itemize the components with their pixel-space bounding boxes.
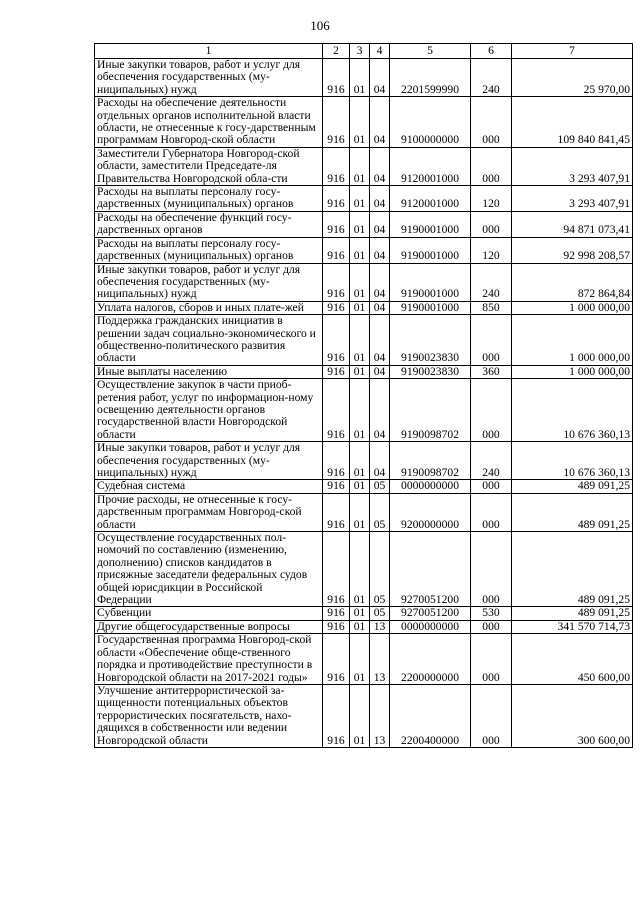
row-expense-type-cell: 000 <box>471 493 512 531</box>
row-target-article-cell: 0000000000 <box>390 620 471 633</box>
header-col-6: 6 <box>471 44 512 59</box>
row-grbs-cell: 916 <box>323 607 350 620</box>
row-amount-cell: 489 091,25 <box>512 493 633 531</box>
row-subsection-cell: 04 <box>370 263 390 301</box>
row-subsection-cell: 05 <box>370 532 390 607</box>
row-section-cell: 01 <box>350 442 370 480</box>
row-section-cell: 01 <box>350 97 370 148</box>
header-row <box>95 44 633 59</box>
row-section-cell: 01 <box>350 147 370 185</box>
row-name-cell: Государственная программа Новгород-ской области «Обеспечение обще-ственного порядка и противодействие преступности в Новгородской области на 2017-2021 годы» <box>95 634 323 685</box>
row-target-article-cell: 9120001000 <box>390 147 471 185</box>
row-amount-cell: 3 293 407,91 <box>512 186 633 212</box>
row-target-article-cell: 2200400000 <box>390 684 471 747</box>
row-amount-cell: 25 970,00 <box>512 59 633 97</box>
table-row <box>95 263 633 301</box>
table-row <box>95 59 633 97</box>
row-expense-type-cell: 120 <box>471 237 512 263</box>
table-row <box>95 480 633 493</box>
row-section-cell: 01 <box>350 379 370 442</box>
row-name-cell: Расходы на обеспечение деятельности отдельных органов исполнительной власти области, не отнесенные к госу-дарственным программам Новгород-ской области <box>95 97 323 148</box>
table-row <box>95 379 633 442</box>
row-expense-type-cell: 000 <box>471 147 512 185</box>
row-grbs-cell: 916 <box>323 532 350 607</box>
row-subsection-cell: 04 <box>370 315 390 366</box>
row-target-article-cell: 9190098702 <box>390 442 471 480</box>
row-section-cell: 01 <box>350 186 370 212</box>
row-section-cell: 01 <box>350 480 370 493</box>
row-grbs-cell: 916 <box>323 97 350 148</box>
row-target-article-cell: 2201599990 <box>390 59 471 97</box>
row-subsection-cell: 13 <box>370 620 390 633</box>
row-subsection-cell: 04 <box>370 442 390 480</box>
row-grbs-cell: 916 <box>323 315 350 366</box>
header-col-5: 5 <box>390 44 471 59</box>
row-subsection-cell: 04 <box>370 301 390 314</box>
row-expense-type-cell: 000 <box>471 315 512 366</box>
row-amount-cell: 94 871 073,41 <box>512 211 633 237</box>
table-row <box>95 532 633 607</box>
row-name-cell: Заместители Губернатора Новгород-ской области, заместители Председате-ля Правительства Новгородской обла-сти <box>95 147 323 185</box>
row-amount-cell: 450 600,00 <box>512 634 633 685</box>
row-name-cell: Улучшение антитеррористической за-щищенности потенциальных объектов террористических посягательств, нахо-дящихся в собственности или ведении Новгородской области <box>95 684 323 747</box>
row-expense-type-cell: 240 <box>471 442 512 480</box>
row-section-cell: 01 <box>350 59 370 97</box>
table-row <box>95 147 633 185</box>
row-grbs-cell: 916 <box>323 301 350 314</box>
row-grbs-cell: 916 <box>323 684 350 747</box>
row-subsection-cell: 04 <box>370 211 390 237</box>
header-col-7: 7 <box>512 44 633 59</box>
row-grbs-cell: 916 <box>323 480 350 493</box>
row-target-article-cell: 9190001000 <box>390 263 471 301</box>
page-number: 106 <box>310 18 330 33</box>
row-target-article-cell: 9270051200 <box>390 607 471 620</box>
row-subsection-cell: 05 <box>370 493 390 531</box>
row-section-cell: 01 <box>350 532 370 607</box>
row-subsection-cell: 04 <box>370 365 390 378</box>
table-row <box>95 301 633 314</box>
table-row <box>95 493 633 531</box>
row-section-cell: 01 <box>350 493 370 531</box>
row-section-cell: 01 <box>350 263 370 301</box>
row-name-cell: Субвенции <box>95 607 323 620</box>
row-section-cell: 01 <box>350 301 370 314</box>
row-name-cell: Иные закупки товаров, работ и услуг для обеспечения государственных (му-ниципальных) нужд <box>95 442 323 480</box>
row-subsection-cell: 13 <box>370 684 390 747</box>
row-target-article-cell: 9100000000 <box>390 97 471 148</box>
row-section-cell: 01 <box>350 211 370 237</box>
row-grbs-cell: 916 <box>323 211 350 237</box>
row-amount-cell: 489 091,25 <box>512 607 633 620</box>
row-amount-cell: 3 293 407,91 <box>512 147 633 185</box>
row-name-cell: Расходы на обеспечение функций госу-дарственных органов <box>95 211 323 237</box>
row-target-article-cell: 9190001000 <box>390 211 471 237</box>
row-name-cell: Судебная система <box>95 480 323 493</box>
row-amount-cell: 92 998 208,57 <box>512 237 633 263</box>
row-name-cell: Уплата налогов, сборов и иных плате-жей <box>95 301 323 314</box>
row-target-article-cell: 2200000000 <box>390 634 471 685</box>
row-target-article-cell: 0000000000 <box>390 480 471 493</box>
row-expense-type-cell: 000 <box>471 480 512 493</box>
row-amount-cell: 300 600,00 <box>512 684 633 747</box>
row-expense-type-cell: 000 <box>471 620 512 633</box>
row-amount-cell: 489 091,25 <box>512 532 633 607</box>
row-subsection-cell: 04 <box>370 97 390 148</box>
table-row <box>95 97 633 148</box>
table-row <box>95 186 633 212</box>
table-row <box>95 442 633 480</box>
row-amount-cell: 109 840 841,45 <box>512 97 633 148</box>
row-target-article-cell: 9190023830 <box>390 315 471 366</box>
row-target-article-cell: 9120001000 <box>390 186 471 212</box>
row-name-cell: Иные закупки товаров, работ и услуг для обеспечения государственных (му-ниципальных) нужд <box>95 59 323 97</box>
row-grbs-cell: 916 <box>323 365 350 378</box>
row-expense-type-cell: 240 <box>471 263 512 301</box>
row-target-article-cell: 9270051200 <box>390 532 471 607</box>
row-section-cell: 01 <box>350 607 370 620</box>
row-section-cell: 01 <box>350 620 370 633</box>
row-name-cell: Поддержка гражданских инициатив в решении задач социально-экономического и общественно-политического развития области <box>95 315 323 366</box>
row-amount-cell: 341 570 714,73 <box>512 620 633 633</box>
row-amount-cell: 872 864,84 <box>512 263 633 301</box>
row-expense-type-cell: 530 <box>471 607 512 620</box>
row-expense-type-cell: 000 <box>471 379 512 442</box>
row-name-cell: Иные закупки товаров, работ и услуг для обеспечения государственных (му-ниципальных) нужд <box>95 263 323 301</box>
row-target-article-cell: 9190098702 <box>390 379 471 442</box>
row-expense-type-cell: 000 <box>471 532 512 607</box>
row-section-cell: 01 <box>350 634 370 685</box>
row-amount-cell: 489 091,25 <box>512 480 633 493</box>
row-subsection-cell: 04 <box>370 379 390 442</box>
table-row <box>95 237 633 263</box>
row-grbs-cell: 916 <box>323 634 350 685</box>
row-subsection-cell: 04 <box>370 59 390 97</box>
table-row <box>95 315 633 366</box>
row-grbs-cell: 916 <box>323 186 350 212</box>
row-grbs-cell: 916 <box>323 59 350 97</box>
table-row <box>95 634 633 685</box>
row-expense-type-cell: 000 <box>471 97 512 148</box>
row-subsection-cell: 05 <box>370 480 390 493</box>
table-body <box>95 59 633 748</box>
row-grbs-cell: 916 <box>323 263 350 301</box>
row-name-cell: Прочие расходы, не отнесенные к госу-дарственным программам Новгород-ской области <box>95 493 323 531</box>
row-subsection-cell: 04 <box>370 186 390 212</box>
header-col-4: 4 <box>370 44 390 59</box>
row-expense-type-cell: 000 <box>471 211 512 237</box>
row-name-cell: Осуществление государственных пол-номочий по составлению (изменению, дополнению) списков кандидатов в присяжные заседатели федеральных судов общей юрисдикции в Российской Федерации <box>95 532 323 607</box>
row-subsection-cell: 04 <box>370 237 390 263</box>
row-section-cell: 01 <box>350 315 370 366</box>
row-grbs-cell: 916 <box>323 620 350 633</box>
row-name-cell: Осуществление закупок в части приоб-ретения работ, услуг по информацион-ному освещению деятельности органов государственной власти Новгородской области <box>95 379 323 442</box>
row-grbs-cell: 916 <box>323 493 350 531</box>
row-section-cell: 01 <box>350 684 370 747</box>
row-expense-type-cell: 120 <box>471 186 512 212</box>
table-row <box>95 211 633 237</box>
row-amount-cell: 1 000 000,00 <box>512 365 633 378</box>
row-amount-cell: 1 000 000,00 <box>512 315 633 366</box>
row-name-cell: Иные выплаты населению <box>95 365 323 378</box>
row-amount-cell: 10 676 360,13 <box>512 379 633 442</box>
header-col-2: 2 <box>323 44 350 59</box>
row-target-article-cell: 9190023830 <box>390 365 471 378</box>
row-expense-type-cell: 360 <box>471 365 512 378</box>
table-row <box>95 607 633 620</box>
row-grbs-cell: 916 <box>323 147 350 185</box>
table-row <box>95 620 633 633</box>
header-col-3: 3 <box>350 44 370 59</box>
row-expense-type-cell: 000 <box>471 684 512 747</box>
row-subsection-cell: 04 <box>370 147 390 185</box>
row-subsection-cell: 13 <box>370 634 390 685</box>
row-amount-cell: 10 676 360,13 <box>512 442 633 480</box>
row-amount-cell: 1 000 000,00 <box>512 301 633 314</box>
row-grbs-cell: 916 <box>323 237 350 263</box>
row-section-cell: 01 <box>350 365 370 378</box>
row-expense-type-cell: 240 <box>471 59 512 97</box>
row-grbs-cell: 916 <box>323 379 350 442</box>
row-section-cell: 01 <box>350 237 370 263</box>
row-subsection-cell: 05 <box>370 607 390 620</box>
row-name-cell: Расходы на выплаты персоналу госу-дарственных (муниципальных) органов <box>95 237 323 263</box>
row-expense-type-cell: 000 <box>471 634 512 685</box>
row-grbs-cell: 916 <box>323 442 350 480</box>
row-target-article-cell: 9190001000 <box>390 301 471 314</box>
row-name-cell: Другие общегосударственные вопросы <box>95 620 323 633</box>
header-col-1: 1 <box>95 44 323 59</box>
row-target-article-cell: 9190001000 <box>390 237 471 263</box>
row-expense-type-cell: 850 <box>471 301 512 314</box>
budget-table <box>94 43 633 748</box>
table-row <box>95 365 633 378</box>
row-name-cell: Расходы на выплаты персоналу госу-дарственных (муниципальных) органов <box>95 186 323 212</box>
table-row <box>95 684 633 747</box>
row-target-article-cell: 9200000000 <box>390 493 471 531</box>
